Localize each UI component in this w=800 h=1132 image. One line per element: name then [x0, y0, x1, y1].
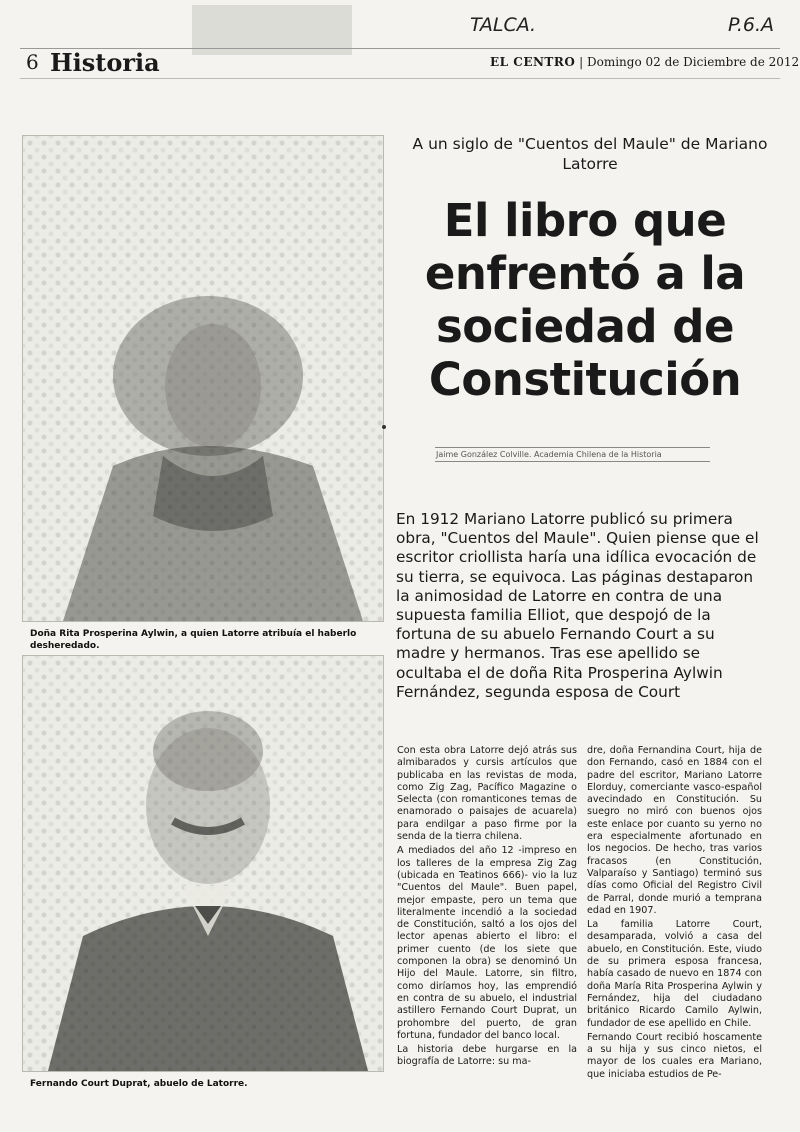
portrait-photo-man: [22, 655, 384, 1072]
masthead: [490, 55, 799, 69]
issue-date: Domingo 02 de Diciembre de 2012: [586, 55, 800, 69]
photo-caption-woman: Doña Rita Prosperina Aylwin, a quien Latorre atribuía el haberlo desheredado.: [30, 629, 357, 651]
body-column-2: [587, 745, 762, 1083]
body-paragraph: Con esta obra Latorre dejó atrás sus almibarados y cursis artículos que publicaba en las revistas de moda, como Zig Zag, Pacífico Magazine o Selecta (con romanticones temas de enamorado o paisajes de acuarela) para endilgar a paso firme por la senda de la tierra chilena.: [397, 745, 577, 843]
section-title: Historia: [50, 48, 160, 77]
woman-portrait-illustration: [23, 136, 383, 621]
article-title: El libro que enfrentó a la sociedad de Constitución: [424, 194, 746, 406]
handwritten-note-right: P.6.A: [728, 14, 775, 36]
handwritten-note-left: TALCA.: [470, 14, 537, 36]
newspaper-name: EL CENTRO: [490, 55, 576, 69]
byline-rule-bottom: [435, 461, 710, 462]
body-paragraph: A mediados del año 12 -impreso en los talleres de la empresa Zig Zag (ubicada en Teatinos 666)- vio la luz "Cuentos del Maule". Buen papel, mejor empaste, pero un tema que literalmente incendió a la sociedad de Constitución, saltó a los ojos del lector apenas abierto el libro: el primer cuento (de los siete que componen la obra) se denominó Un Hijo del Maule. Latorre, sin filtro, como diríamos hoy, las emprendió en contra de su abuelo, el industrial astillero Fernando Court Duprat, un prohombre del puerto, de gran fortuna, fundador del banco local.: [397, 845, 577, 1041]
page-number: 6: [26, 50, 39, 74]
article-byline: Jaime González Colville. Academia Chilena de la Historia: [436, 450, 662, 459]
photo-caption-man: Fernando Court Duprat, abuelo de Latorre.: [30, 1079, 248, 1089]
masthead-divider: |: [579, 55, 587, 69]
body-paragraph: La familia Latorre Court, desamparada, volvió a casa del abuelo, en Constitución. Este, viudo de su primera esposa francesa, había casado de nuevo en 1874 con doña María Rita Prosperina Aylwin y Fernández, hija del ciudadano británico Ricardo Camilo Aylwin, fundador de ese apellido en Chile.: [587, 919, 762, 1029]
byline-rule-top: [435, 447, 710, 448]
body-paragraph: La historia debe hurgarse en la biografía de Latorre: su ma-: [397, 1044, 577, 1068]
lead-paragraph: En 1912 Mariano Latorre publicó su primera obra, "Cuentos del Maule". Quien piense que el escritor criollista haría una idílica evocación de su tierra, se equivoca. Las páginas destaparon la animosidad de Latorre en contra de una supuesta familia Elliot, que despojó de la fortuna de su abuelo Fernando Court a su madre y hermanos. Tras ese apellido se ocultaba el de doña Rita Prosperina Aylwin Fernández, segunda esposa de Court: [396, 510, 759, 701]
article-lead: [396, 510, 766, 702]
body-paragraph: Fernando Court recibió hoscamente a su hija y sus cinco nietos, el mayor de los cuales era Mariano, que iniciaba estudios de Pe-: [587, 1031, 762, 1080]
article-kicker: A un siglo de "Cuentos del Maule" de Mariano Latorre: [412, 135, 768, 173]
header-rule: [20, 78, 780, 79]
portrait-photo-woman: [22, 135, 384, 622]
ink-dot: [382, 425, 386, 429]
body-column-1: [397, 745, 577, 1071]
body-paragraph: dre, doña Fernandina Court, hija de don Fernando, casó en 1884 con el padre del escritor, Mariano Latorre Elorduy, comerciante vasco-español avecindado en Constitución. Su suegro no miró con buenos ojos este enlace por cuanto su yerno no era especialmente afortunado en los negocios. De hecho, tras varios fracasos (en Constitución, Valparaíso y Santiago) terminó sus días como Oficial del Registro Civil de Parral, donde murió a temprana edad en 1907.: [587, 745, 762, 916]
man-portrait-illustration: [23, 656, 383, 1071]
